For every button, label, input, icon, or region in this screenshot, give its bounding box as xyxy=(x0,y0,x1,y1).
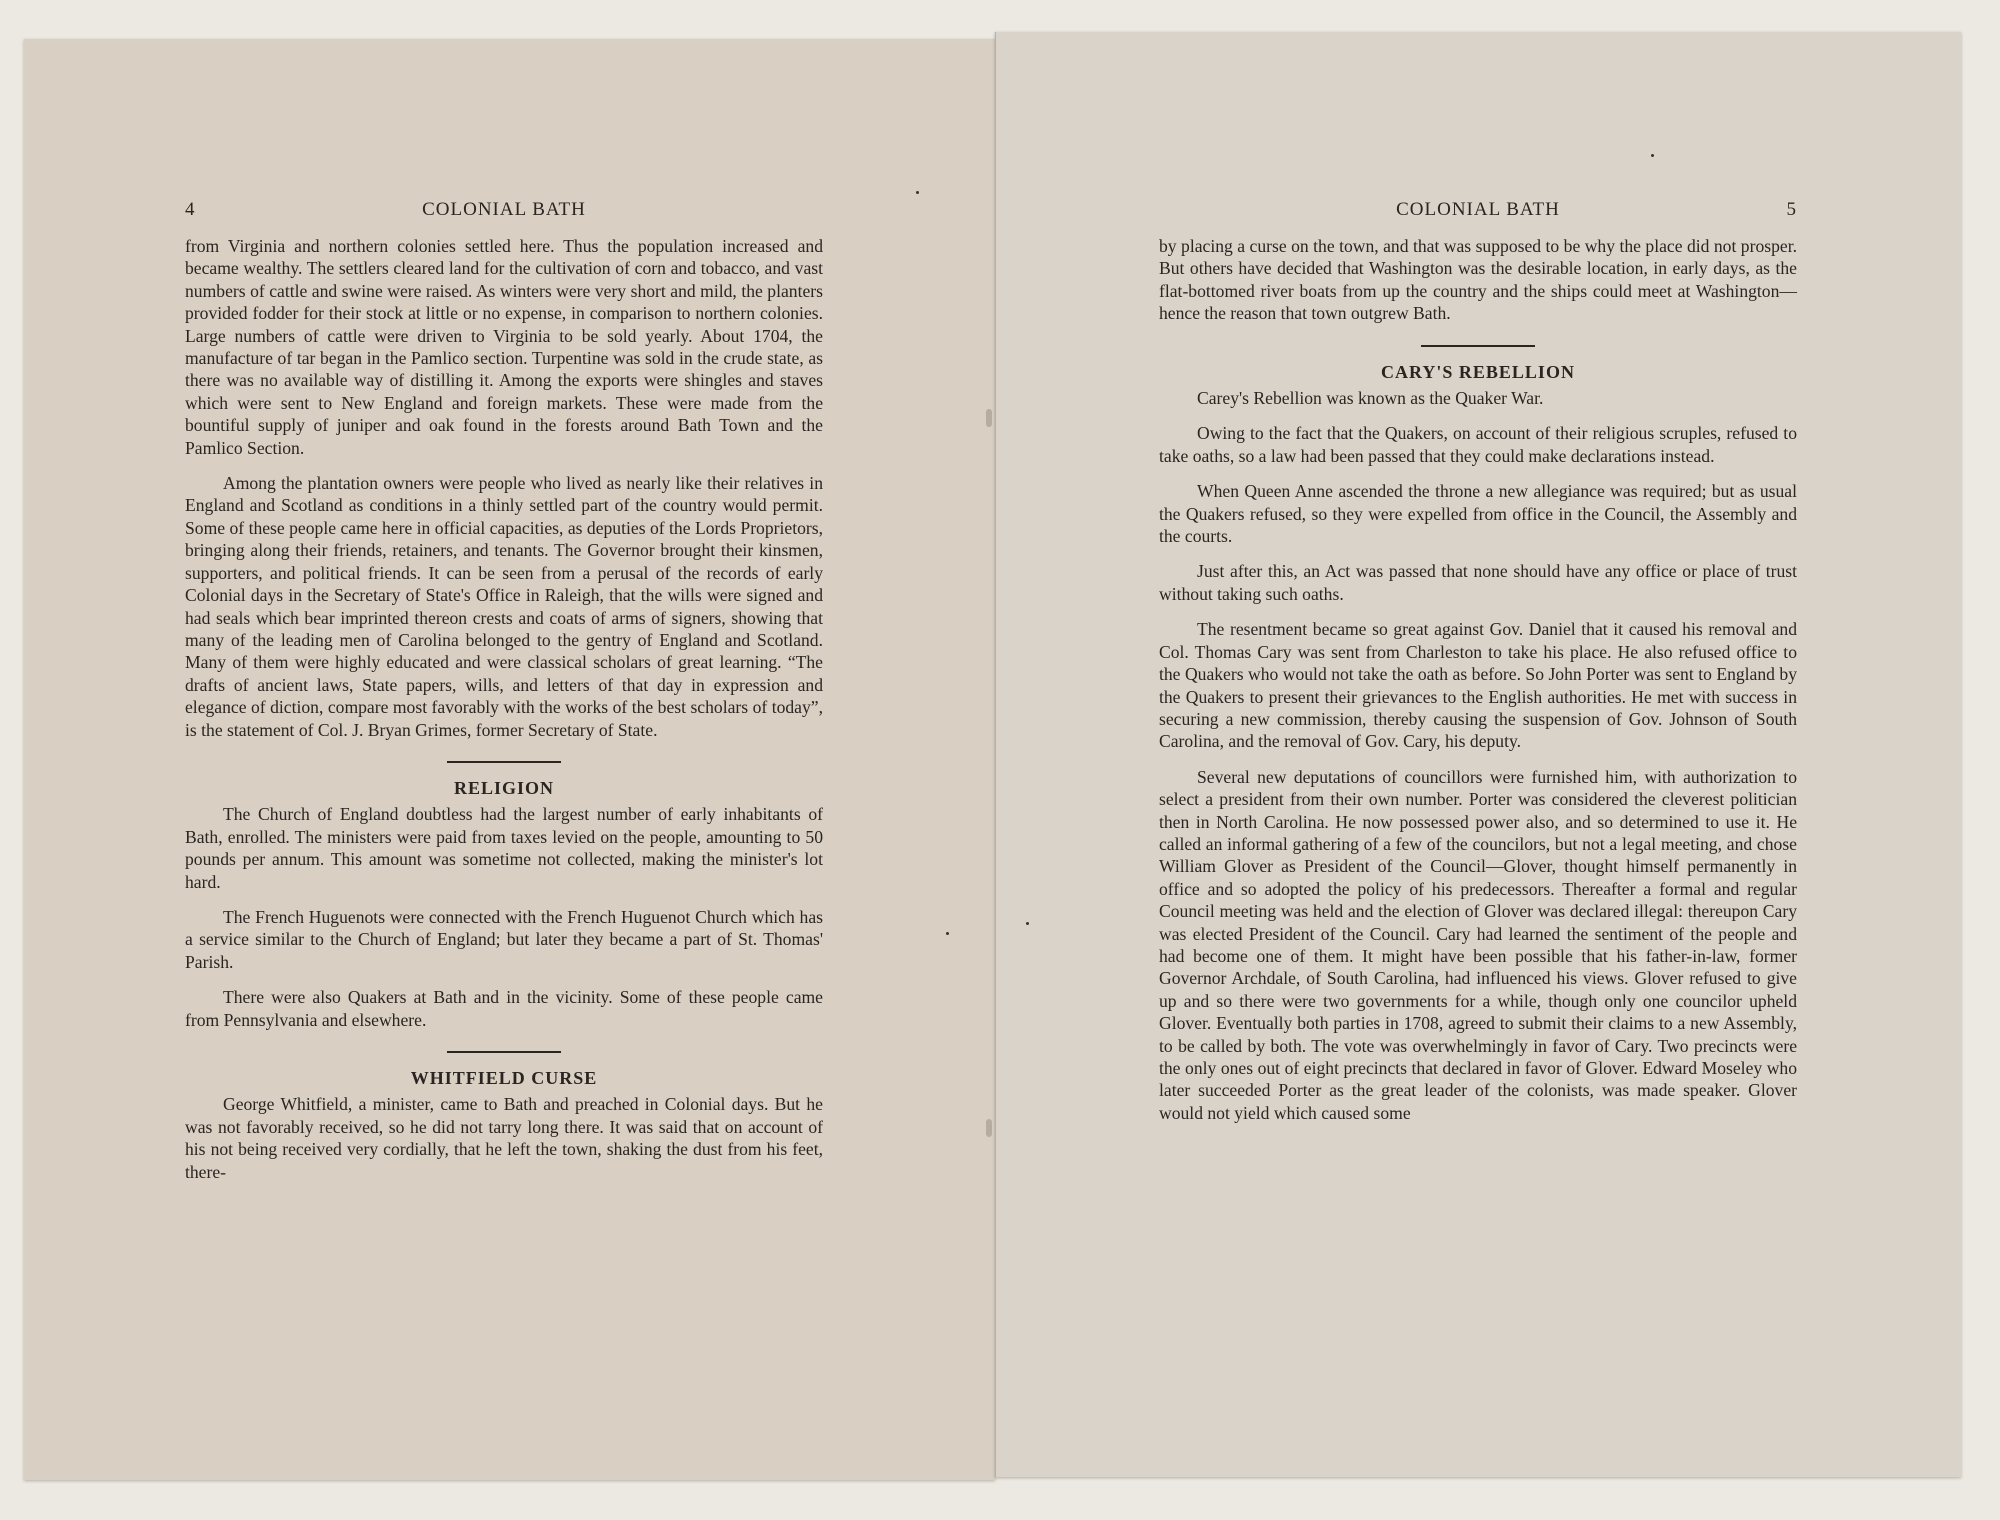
paragraph: Just after this, an Act was passed that none should have any office or place of trust without taking such oaths. xyxy=(1159,561,1797,604)
paragraph: There were also Quakers at Bath and in the vicinity. Some of these people came from Pennsylvania and elsewhere. xyxy=(185,987,823,1030)
paragraph: from Virginia and northern colonies settled here. Thus the population increased and became wealthy. The settlers cleared land for the cultivation of corn and tobacco, and vast numbers of cattle and swine were raised. As winters were very short and mild, the planters provided fodder for their stock at little or no expense, in comparison to northern colonies. Large numbers of cattle were driven to Virginia to be sold yearly. About 1704, the manufacture of tar began in the Pamlico section. Turpentine was sold in the crude state, as there was no available way of distilling it. Among the exports were shingles and staves which were sent to New England and foreign markets. These were made from the bountiful supply of juniper and oak found in the forests around Bath Town and the Pamlico Section. xyxy=(185,236,823,458)
running-head: COLONIAL BATH xyxy=(1396,199,1560,220)
section-heading-cary-rebellion: CARY'S REBELLION xyxy=(1381,361,1575,382)
left-page-text-column xyxy=(185,235,823,1196)
paragraph: Several new deputations of councillors were furnished him, with authorization to select a president from their own number. Porter was considered the cleverest politician then in North Carolina. He now possessed power also, and so determined to use it. He called an informal gathering of a few of the councilors, but not a legal meeting, and chose William Glover as President of the Council—Glover, thought himself permanently in office and so adopted the policy of his predecessors. Thereafter a formal and regular Council meeting was held and the election of Glover was declared illegal: thereupon Cary was elected President of the Council. Cary had learned the sentiment of the people and had become one of them. It might have been possible that his father-in-law, former Governor Archdale, of South Carolina, had influenced his views. Glover refused to give up and so there were two governments for a while, though only one councilor upheld Glover. Eventually both parties in 1708, agreed to submit their claims to a new Assembly, to be called by both. The vote was overwhelmingly in favor of Cary. Two precincts were the only ones out of eight precincts that declared in favor of Glover. Edward Moseley who later succeeded Porter as the great leader of the colonists, was made speaker. Glover would not yield which caused some xyxy=(1159,766,1797,1123)
paper-speck xyxy=(1651,154,1654,157)
section-heading-whitfield-curse: WHITFIELD CURSE xyxy=(410,1068,598,1088)
paper-speck xyxy=(946,932,949,935)
section-divider xyxy=(447,761,561,763)
staple-mark xyxy=(986,1119,992,1137)
paragraph: Carey's Rebellion was known as the Quaker War. xyxy=(1197,388,1544,409)
paragraph: Owing to the fact that the Quakers, on account of their religious scruples, refused to take oaths, so a law had been passed that they could make declarations instead. xyxy=(1159,423,1797,466)
paragraph: Among the plantation owners were people who lived as nearly like their relatives in England and Scotland as conditions in a thinly settled part of the country would permit. Some of these people came here in official capacities, as deputies of the Lords Proprietors, bringing along their friends, retainers, and tenants. The Governor brought their kinsmen, supporters, and political friends. It can be seen from a perusal of the records of early Colonial days in the Secretary of State's Office in Raleigh, that the wills were signed and had seals which bear imprinted thereon crests and coats of arms of signers, showing that many of the leading men of Carolina belonged to the gentry of England and Scotland. Many of them were highly educated and were classical scholars of great learning. “The drafts of ancient laws, State papers, wills, and letters of that day in expression and elegance of diction, compare most favorably with the works of the best scholars of today”, is the statement of Col. J. Bryan Grimes, former Secretary of State. xyxy=(185,473,823,740)
section-divider xyxy=(1421,345,1535,347)
running-head: COLONIAL BATH xyxy=(422,199,586,220)
right-page-header xyxy=(1159,199,1797,223)
paragraph: The resentment became so great against Gov. Daniel that it caused his removal and Col. Thomas Cary was sent from Charleston to take his place. He also refused office to the Quakers who would not take the oath as before. So John Porter was sent to England by the Quakers to present their grievances to the English authorities. He met with success in securing a new commission, thereby causing the suspension of Gov. Johnson of South Carolina, and the removal of Gov. Cary, his deputy. xyxy=(1159,619,1797,752)
left-page-header xyxy=(185,199,823,223)
section-heading-religion: RELIGION xyxy=(453,777,555,798)
right-page-text-column xyxy=(1159,235,1797,1137)
paragraph: George Whitfield, a minister, came to Bath and preached in Colonial days. But he was not favorably received, so he did not tarry long there. It was said that on account of his not being received very cordially, that he left the town, shaking the dust from his feet, there- xyxy=(185,1094,823,1182)
paragraph: The French Huguenots were connected with the French Huguenot Church which has a service similar to the Church of England; but later they became a part of St. Thomas' Parish. xyxy=(185,906,823,972)
paper-speck xyxy=(916,191,919,194)
staple-mark xyxy=(986,409,992,427)
paragraph: The Church of England doubtless had the largest number of early inhabitants of Bath, enrolled. The ministers were paid from taxes levied on the people, amounting to 50 pounds per annum. This amount was sometime not collected, making the minister's lot hard. xyxy=(185,804,823,892)
left-page xyxy=(24,39,995,1480)
page-number: 4 xyxy=(185,199,196,220)
paragraph: When Queen Anne ascended the throne a new allegiance was required; but as usual the Quakers refused, so they were expelled from office in the Council, the Assembly and the courts. xyxy=(1159,481,1797,547)
page-number: 5 xyxy=(1786,199,1797,220)
section-divider xyxy=(447,1051,561,1053)
paper-speck xyxy=(1026,922,1029,925)
right-page xyxy=(995,32,1961,1477)
paragraph: by placing a curse on the town, and that was supposed to be why the place did not prosper. But others have decided that Washington was the desirable location, in early days, as the flat-bottomed river boats from up the country and the ships could meet at Washington—hence the reason that town outgrew Bath. xyxy=(1159,236,1797,324)
